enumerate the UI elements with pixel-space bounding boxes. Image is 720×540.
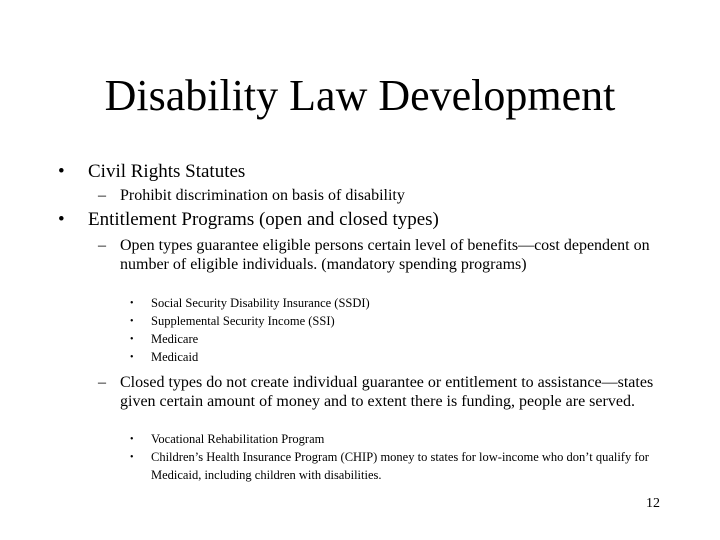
program-ssi: [130, 313, 671, 331]
program-medicaid: [130, 349, 671, 367]
bullet-entitlement-programs: [58, 209, 439, 231]
bullet-text: Entitlement Programs (open and closed types): [88, 209, 439, 230]
program-text: Vocational Rehabilitation Program: [151, 432, 325, 446]
bullet-marker: •: [130, 334, 134, 345]
bullet-civil-rights: [58, 161, 245, 183]
program-text: Medicare: [151, 332, 199, 346]
program-ssdi: [130, 295, 671, 313]
subitem-text: Prohibit discrimination on basis of disability: [120, 187, 405, 204]
dash-marker: –: [98, 374, 106, 391]
bullet-text: Civil Rights Statutes: [88, 161, 246, 182]
program-vocational-rehab: [130, 431, 671, 449]
program-text: Supplemental Security Income (SSI): [151, 314, 335, 328]
dash-marker: –: [98, 187, 106, 204]
bullet-marker: •: [130, 316, 134, 327]
program-text: Social Security Disability Insurance (SSDI): [151, 296, 370, 310]
subitem-closed-types: [98, 373, 660, 411]
bullet-marker: •: [58, 209, 65, 230]
bullet-marker: •: [130, 352, 134, 363]
program-chip: [130, 449, 671, 484]
slide-title: Disability Law Development: [104, 71, 616, 120]
subitem-text: Open types guarantee eligible persons certain level of benefits—cost dependent on number of eligible individuals. (mandatory spending programs): [120, 237, 650, 273]
bullet-marker: •: [58, 161, 65, 182]
program-medicare: [130, 331, 671, 349]
subitem-prohibit-discrimination: [98, 186, 660, 205]
program-text: Medicaid: [151, 350, 199, 364]
program-text: Children’s Health Insurance Program (CHIP) money to states for low-income who don’t qualify for Medicaid, including children with disabilities.: [151, 450, 649, 482]
subitem-text: Closed types do not create individual guarantee or entitlement to assistance—states given certain amount of money and to extent there is funding, people are served.: [120, 374, 654, 410]
bullet-marker: •: [130, 298, 134, 309]
dash-marker: –: [98, 237, 106, 254]
subitem-open-types: [98, 236, 660, 274]
bullet-marker: •: [130, 452, 134, 463]
bullet-marker: •: [130, 434, 134, 445]
page-number: 12: [646, 496, 660, 511]
